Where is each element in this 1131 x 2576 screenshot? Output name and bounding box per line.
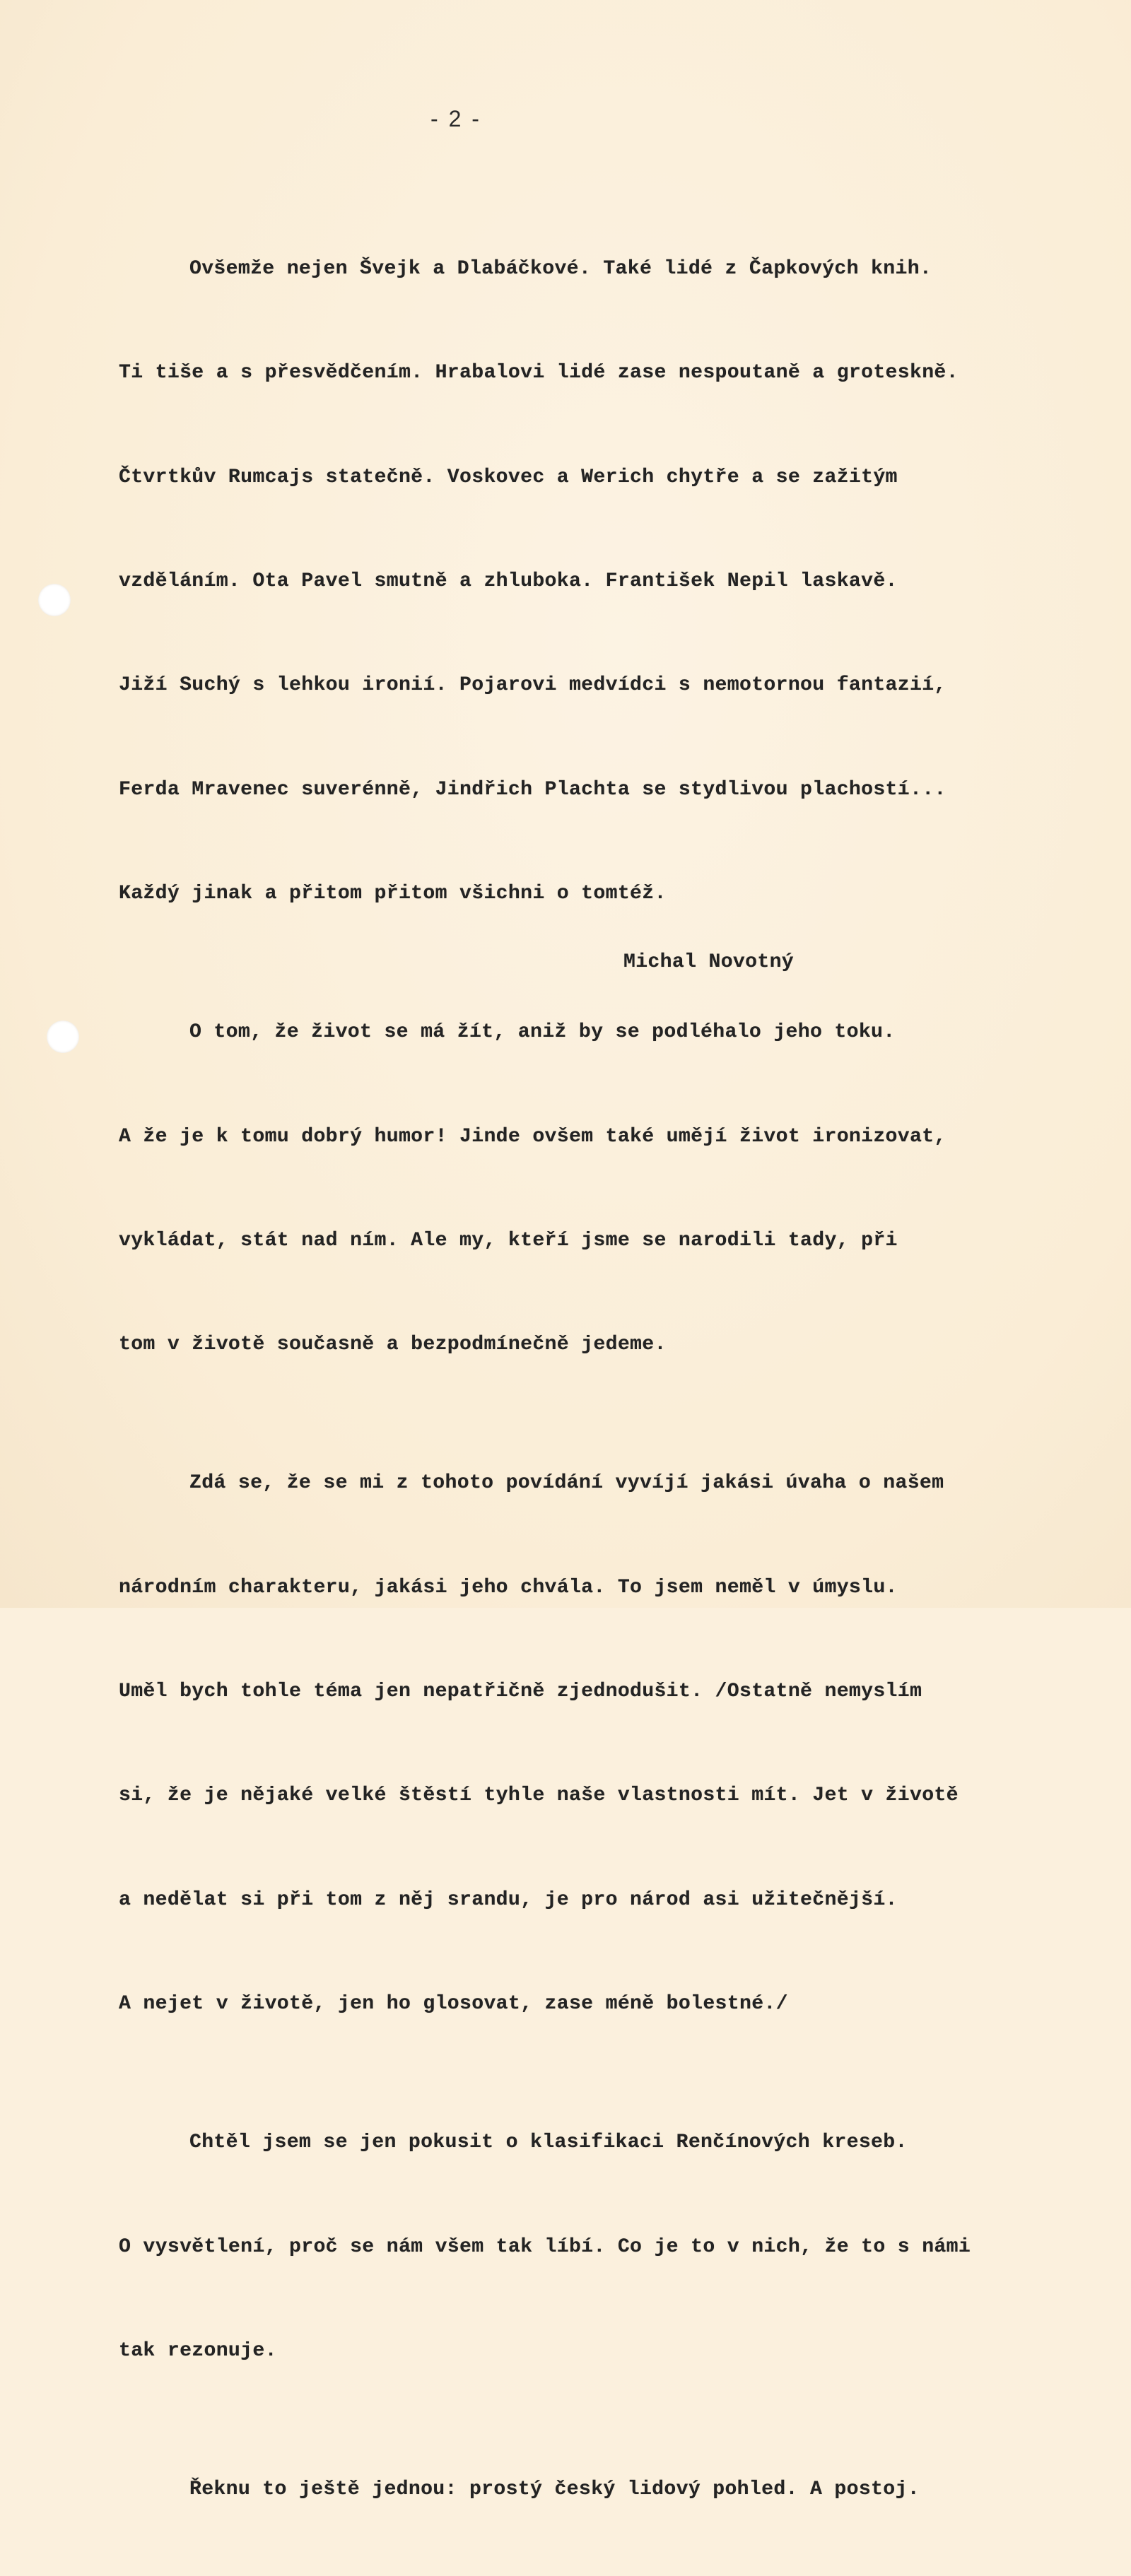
signature: Michal Novotný [623,951,795,973]
text-line: Chtěl jsem se jen pokusit o klasifikaci Renčínových kreseb. [189,2131,908,2154]
text-line: Ovšemže nejen Švejk a Dlabáčkové. Také lidé z Čapkových knih. [189,258,932,281]
text-line: O vysvětlení, proč se nám všem tak líbí. Co je to v nich, že to s námi [119,2235,971,2258]
text-line: vykládat, stát nad ním. Ale my, kteří jsme se narodili tady, při [119,1229,898,1252]
text-line: A nejet v životě, jen ho glosovat, zase méně bolestné./ [119,1992,788,2015]
text-line: O tom, že život se má žít, aniž by se podléhalo jeho toku. [189,1021,896,1044]
text-line: A že je k tomu dobrý humor! Jinde ovšem také umějí život ironizovat, [119,1125,947,1148]
typed-text-body [119,182,1123,2576]
page-number: - 2 - [430,106,481,131]
punch-hole-top [38,584,71,616]
text-line: Řeknu to ještě jednou: prostý český lidový pohled. A postoj. [189,2478,920,2501]
text-line: Uměl bych tohle téma jen nepatřičně zjednodušit. /Ostatně nemyslím [119,1681,922,1703]
text-line: Každý jinak a přitom přitom všichni o tomtéž. [119,882,667,905]
text-line: Ti tiše a s přesvědčením. Hrabalovi lidé zase nespoutaně a groteskně. [119,362,959,384]
text-line: národním charakteru, jakási jeho chvála. To jsem neměl v úmyslu. [119,1576,898,1599]
text-line: a nedělat si při tom z něj srandu, je pro národ asi užitečnější. [119,1888,898,1911]
text-line: tom v životě současně a bezpodmínečně jedeme. [119,1334,667,1356]
text-line: si, že je nějaké velké štěstí tyhle naše vlastnosti mít. Jet v životě [119,1784,959,1807]
text-line: tak rezonuje. [119,2339,277,2362]
text-line: Ferda Mravenec suverénně, Jindřich Plachta se stydlivou plachostí... [119,778,947,801]
text-line: Jiží Suchý s lehkou ironií. Pojarovi medvídci s nemotornou fantazií, [119,674,947,697]
punch-hole-bottom [47,1021,79,1053]
text-line: Čtvrtkův Rumcajs statečně. Voskovec a Werich chytře a se zažitým [119,466,898,488]
text-line: vzděláním. Ota Pavel smutně a zhluboka. František Nepil laskavě. [119,570,898,593]
text-line: Zdá se, že se mi z tohoto povídání vyvíjí jakási úvaha o našem [189,1472,944,1495]
